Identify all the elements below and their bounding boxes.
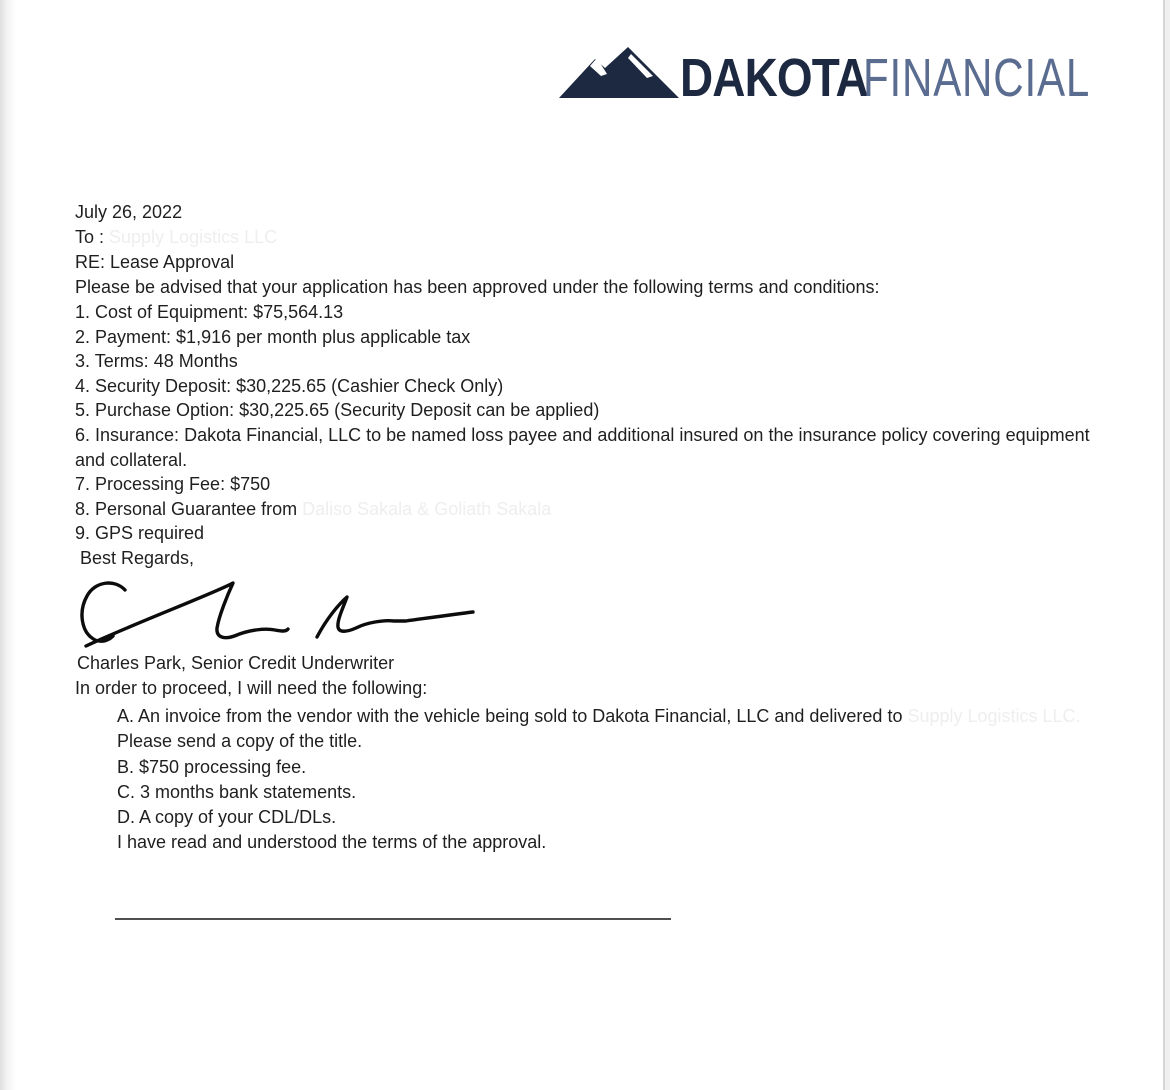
term-item-9: 9. GPS required [75,523,205,544]
term-item-2: 2. Payment: $1,916 per month plus applicable tax [75,326,471,347]
re-line: RE: Lease Approval [75,252,235,272]
signer-name-title: Charles Park, Senior Credit Underwriter [77,652,395,673]
letter-date: July 26, 2022 [75,202,183,222]
term-item-7: 7. Processing Fee: $750 [75,474,271,495]
term-item-5: 5. Purchase Option: $30,225.65 (Security Deposit can be applied) [75,400,600,421]
closing-salutation: Best Regards, [80,547,195,568]
intro-paragraph: Please be advised that your application has been approved under the following terms and conditions: [75,277,880,297]
recipient-name-redacted: Supply Logistics LLC [109,227,278,247]
delivery-company-redacted: Supply Logistics LLC. [907,705,1081,726]
requirement-item-b: B. $750 processing fee. [117,756,307,777]
terms-list [75,300,1095,546]
requirement-item-a [117,704,1095,755]
brand-name-bold: DAKOTA [680,48,868,108]
term-item-8-text: 8. Personal Guarantee from [75,498,303,519]
term-item-1: 1. Cost of Equipment: $75,564.13 [75,302,344,322]
guarantor-names-redacted: Daliso Sakala & Goliath Sakala [302,498,552,519]
term-item-4: 4. Security Deposit: $30,225.65 (Cashier Check Only) [75,375,504,396]
handwritten-signature-icon [75,576,1095,651]
requirement-item-a-text: A. An invoice from the vendor with the vehicle being sold to Dakota Financial, LLC and delivered to [117,705,908,726]
term-item-3: 3. Terms: 48 Months [75,351,238,372]
requirement-item-c: C. 3 months bank statements. [117,781,357,802]
requirement-item-d: D. A copy of your CDL/DLs. [117,807,337,828]
brand-name-light: FINANCIAL [862,48,1090,108]
term-item-6: 6. Insurance: Dakota Financial, LLC to be named loss payee and additional insured on the insurance policy covering equipment and collateral. [75,424,1090,470]
requirement-item-a-continued: Please send a copy of the title. [117,731,363,752]
to-label: To : [75,227,105,247]
to-line [75,225,1095,250]
acknowledgement-line: I have read and understood the terms of the approval. [117,832,547,853]
term-item-8 [75,497,1095,522]
requirements-list [117,704,1095,856]
signature-line[interactable] [115,918,671,920]
proceed-intro: In order to proceed, I will need the following: [75,677,428,698]
